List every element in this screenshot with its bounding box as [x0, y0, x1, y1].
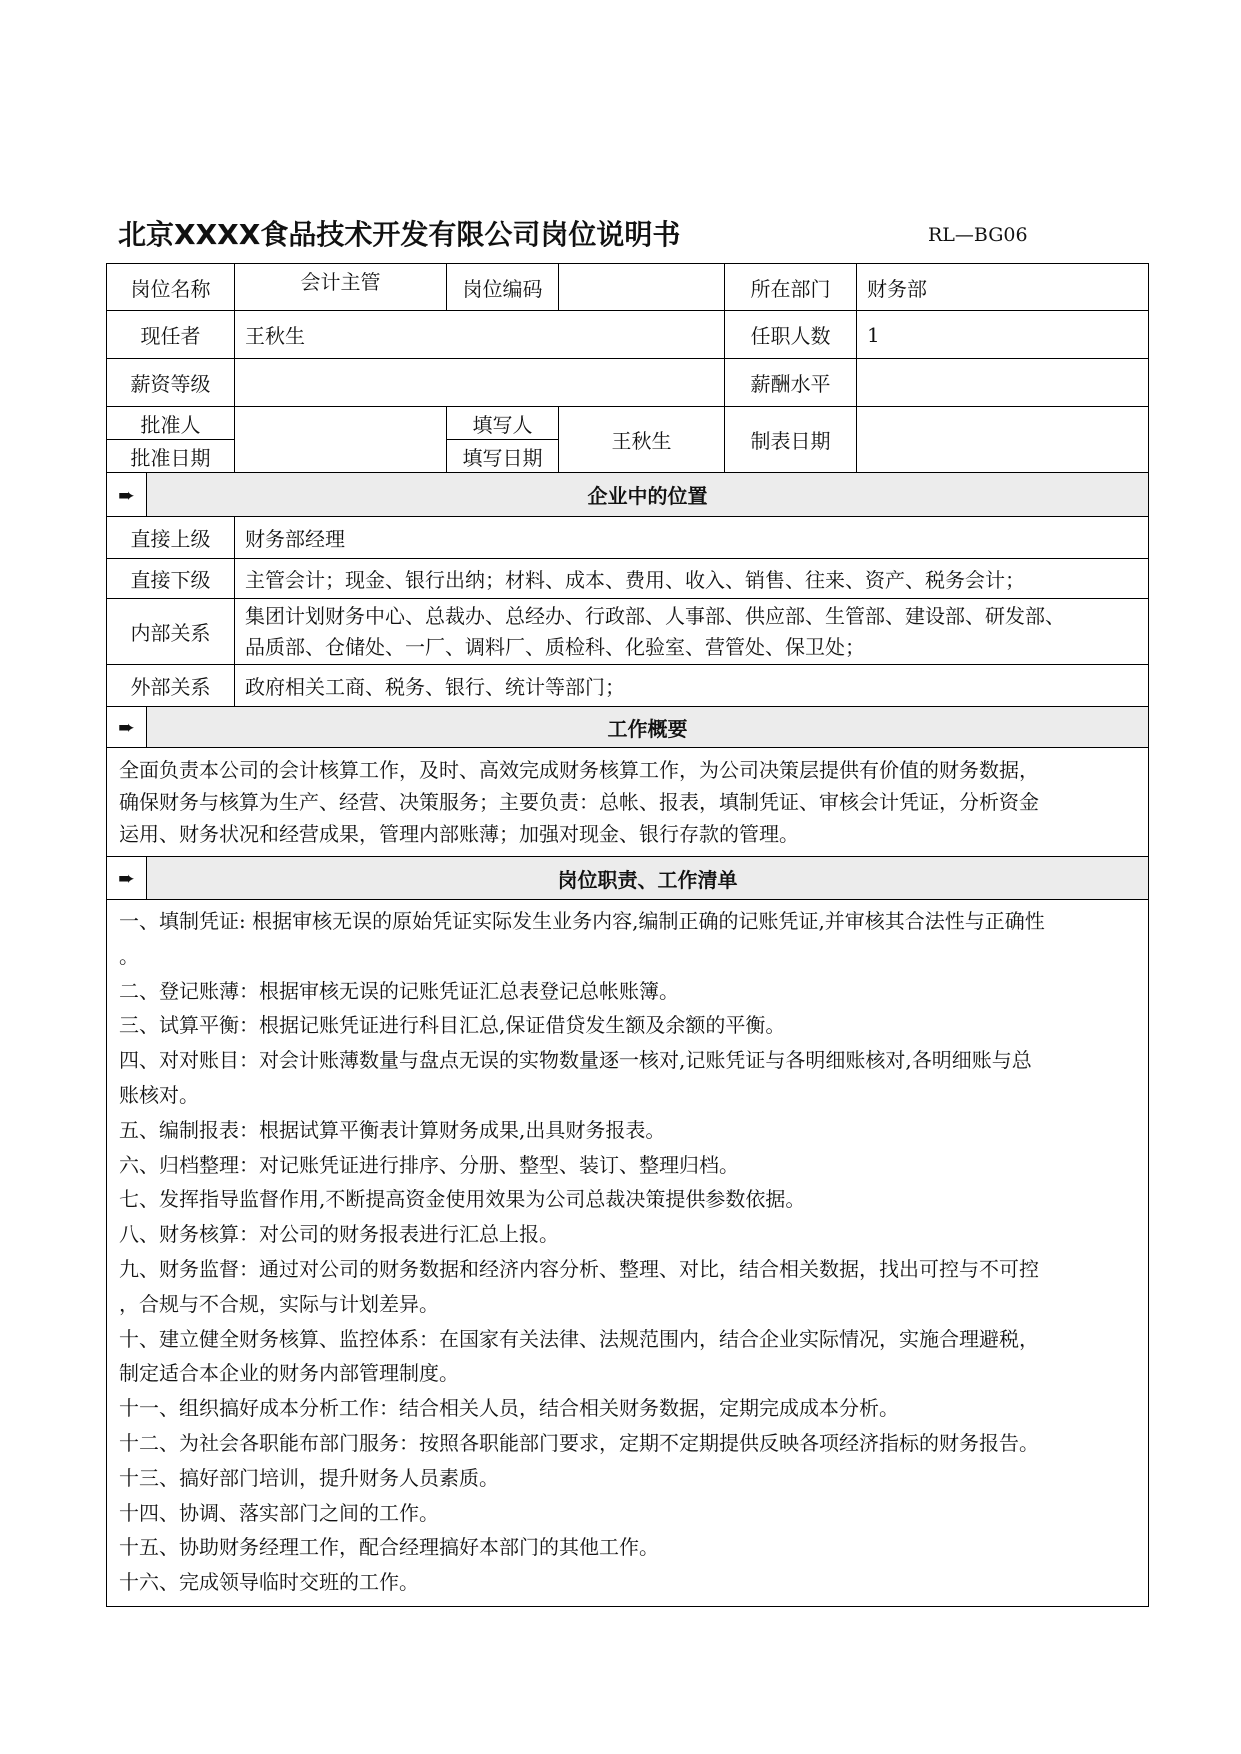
position-name-label: 岗位名称	[107, 264, 235, 311]
internal-relations-value	[235, 599, 1149, 665]
duty-line: 五、编制报表：根据试算平衡表计算财务成果,出具财务报表。	[119, 1117, 666, 1142]
duty-line: 十一、组织搞好成本分析工作：结合相关人员，结合相关财务数据，定期完成成本分析。	[119, 1396, 899, 1421]
external-relations-label: 外部关系	[107, 665, 235, 707]
internal-relations-line: 集团计划财务中心、总裁办、总经办、行政部、人事部、供应部、生管部、建设部、研发部、	[245, 603, 1065, 628]
direct-subordinate-label: 直接下级	[107, 559, 235, 599]
duty-line: 十六、完成领导临时交班的工作。	[119, 1570, 419, 1595]
salary-grade-value	[235, 359, 725, 407]
section-marker-2	[107, 707, 147, 748]
duty-line: 制定适合本企业的财务内部管理制度。	[119, 1361, 459, 1386]
section-position-in-company	[107, 473, 1149, 517]
incumbent-label: 现任者	[107, 311, 235, 359]
summary-text	[107, 748, 1149, 857]
duty-line: 十、建立健全财务核算、监控体系：在国家有关法律、法规范围内，结合企业实际情况，实施合理避税，	[119, 1326, 1039, 1351]
approver-value	[235, 407, 447, 473]
row-direct-superior	[107, 517, 1149, 559]
section-heading: 企业中的位置	[147, 473, 1149, 517]
arrow-right-icon: ➨	[118, 482, 135, 507]
headcount-value: 1	[857, 311, 1149, 359]
duty-line: 九、财务监督：通过对公司的财务数据和经济内容分析、整理、对比，结合相关数据，找出可控与不可控	[119, 1256, 1039, 1281]
row-duties	[107, 900, 1149, 1607]
summary-line: 全面负责本公司的会计核算工作，及时、高效完成财务核算工作，为公司决策层提供有价值的财务数据，	[119, 758, 1039, 782]
section-heading: 岗位职责、工作清单	[147, 857, 1149, 900]
fill-date-label: 填写日期	[447, 440, 559, 473]
document-code: RL—BG06	[928, 224, 1028, 246]
row-internal-relations	[107, 599, 1149, 665]
duty-line: 四、对对账目：对会计账薄数量与盘点无误的实物数量逐一核对,记账凭证与各明细账核对,各明细账与总	[119, 1048, 1032, 1073]
row-position	[107, 264, 1149, 311]
duty-line: 三、试算平衡：根据记账凭证进行科目汇总,保证借贷发生额及余额的平衡。	[119, 1013, 786, 1038]
duty-line: 十三、搞好部门培训，提升财务人员素质。	[119, 1465, 499, 1490]
filler-value: 王秋生	[559, 407, 725, 473]
internal-relations-label: 内部关系	[107, 599, 235, 665]
arrow-right-icon: ➨	[118, 715, 135, 739]
headcount-label: 任职人数	[725, 311, 857, 359]
duty-line: 六、归档整理：对记账凭证进行排序、分册、整型、装订、整理归档。	[119, 1152, 739, 1177]
position-code-label: 岗位编码	[447, 264, 559, 311]
direct-subordinate-value: 主管会计；现金、银行出纳；材料、成本、费用、收入、销售、往来、资产、税务会计；	[235, 559, 1149, 599]
approval-date-label: 批准日期	[107, 440, 235, 473]
salary-grade-label: 薪资等级	[107, 359, 235, 407]
position-code-value	[559, 264, 725, 311]
page-title: 北京XXXX食品技术开发有限公司岗位说明书	[118, 218, 681, 251]
section-marker-1	[107, 473, 147, 517]
section-marker-3	[107, 857, 147, 900]
duty-line: 。	[119, 943, 139, 968]
pay-level-value	[857, 359, 1149, 407]
duty-line: 七、发挥指导监督作用,不断提高资金使用效果为公司总裁决策提供参数依据。	[119, 1187, 806, 1212]
direct-superior-label: 直接上级	[107, 517, 235, 559]
incumbent-value: 王秋生	[235, 311, 725, 359]
pay-level-label: 薪酬水平	[725, 359, 857, 407]
department-value: 财务部	[857, 264, 1149, 311]
duty-line: 一、填制凭证: 根据审核无误的原始凭证实际发生业务内容,编制正确的记账凭证,并审核其合法性与正确性	[119, 909, 1045, 933]
duties-list	[107, 900, 1149, 1607]
duty-line: 八、财务核算：对公司的财务报表进行汇总上报。	[119, 1222, 559, 1247]
duty-line: ，合规与不合规，实际与计划差异。	[119, 1291, 439, 1316]
internal-relations-line: 品质部、仓储处、一厂、调料厂、质检科、化验室、营管处、保卫处；	[245, 634, 865, 659]
form-date-label: 制表日期	[725, 407, 857, 473]
row-direct-subordinate	[107, 559, 1149, 599]
summary-line: 运用、财务状况和经营成果，管理内部账薄；加强对现金、银行存款的管理。	[119, 822, 799, 846]
department-label: 所在部门	[725, 264, 857, 311]
job-description-table	[106, 263, 1149, 1607]
duty-line: 十二、为社会各职能布部门服务：按照各职能部门要求，定期不定期提供反映各项经济指标的财务报告。	[119, 1430, 1039, 1455]
row-summary	[107, 748, 1149, 857]
section-duties	[107, 857, 1149, 900]
duty-line: 十五、协助财务经理工作，配合经理搞好本部门的其他工作。	[119, 1535, 659, 1560]
summary-line: 确保财务与核算为生产、经营、决策服务；主要负责：总帐、报表，填制凭证、审核会计凭证，分析资金	[119, 790, 1039, 814]
row-approver	[107, 407, 1149, 440]
approver-label: 批准人	[107, 407, 235, 440]
section-summary	[107, 707, 1149, 748]
duty-line: 二、登记账薄：根据审核无误的记账凭证汇总表登记总帐账簿。	[119, 978, 679, 1003]
section-heading: 工作概要	[147, 707, 1149, 748]
position-name-value: 会计主管	[235, 264, 447, 311]
duty-line: 十四、协调、落实部门之间的工作。	[119, 1500, 439, 1525]
arrow-right-icon: ➨	[118, 866, 135, 890]
filler-label: 填写人	[447, 407, 559, 440]
form-date-value	[857, 407, 1149, 473]
row-salary	[107, 359, 1149, 407]
row-incumbent	[107, 311, 1149, 359]
row-external-relations	[107, 665, 1149, 707]
direct-superior-value: 财务部经理	[235, 517, 1149, 559]
duty-line: 账核对。	[119, 1082, 199, 1107]
external-relations-value: 政府相关工商、税务、银行、统计等部门；	[235, 665, 1149, 707]
job-description-form	[106, 263, 1148, 1613]
